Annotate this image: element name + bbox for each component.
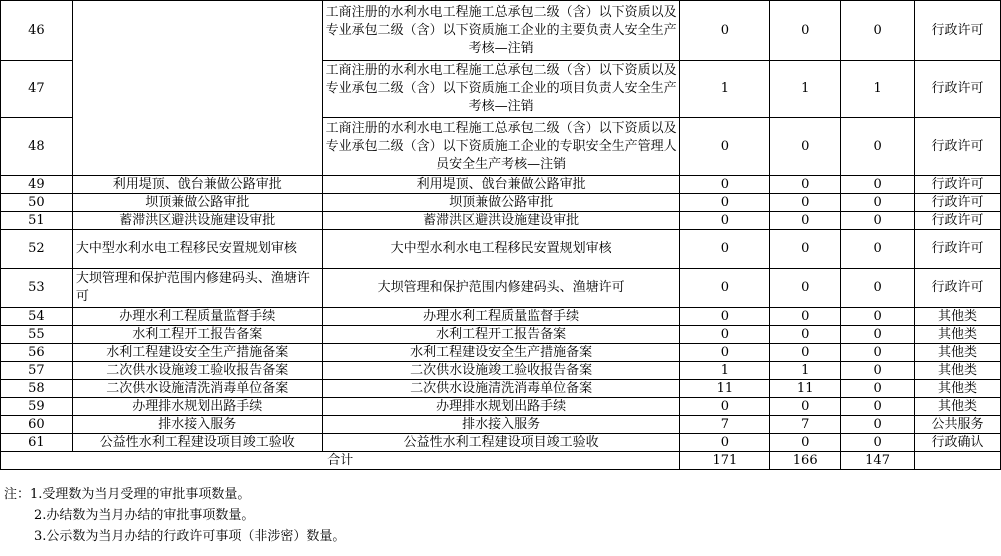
total-completed: 166 — [770, 452, 841, 470]
category: 行政确认 — [915, 434, 1001, 452]
accepted-count: 0 — [680, 434, 770, 452]
category: 行政许可 — [915, 176, 1001, 194]
completed-count: 0 — [770, 176, 841, 194]
published-count: 0 — [841, 176, 915, 194]
accepted-count: 0 — [680, 176, 770, 194]
published-count: 0 — [841, 1, 915, 61]
accepted-count: 0 — [680, 344, 770, 362]
category: 其他类 — [915, 362, 1001, 380]
total-category-empty — [915, 452, 1001, 470]
accepted-count: 0 — [680, 230, 770, 269]
table-row — [1, 269, 1001, 308]
item-name: 二次供水设施竣工验收报告备案 — [72, 362, 322, 380]
completed-count: 0 — [770, 230, 841, 269]
accepted-count: 7 — [680, 416, 770, 434]
row-number: 46 — [1, 1, 73, 61]
item-name: 公益性水利工程建设项目竣工验收 — [72, 434, 322, 452]
notes — [4, 484, 345, 547]
accepted-count: 1 — [680, 362, 770, 380]
sub-item: 水利工程开工报告备案 — [322, 326, 680, 344]
completed-count: 0 — [770, 1, 841, 61]
category: 行政许可 — [915, 118, 1001, 176]
category: 其他类 — [915, 380, 1001, 398]
published-count: 0 — [841, 398, 915, 416]
published-count: 0 — [841, 308, 915, 326]
completed-count: 0 — [770, 118, 841, 176]
category: 行政许可 — [915, 61, 1001, 118]
table-row — [1, 398, 1001, 416]
row-number: 57 — [1, 362, 73, 380]
sub-item: 坝顶兼做公路审批 — [322, 194, 680, 212]
row-number: 53 — [1, 269, 73, 308]
published-count: 0 — [841, 118, 915, 176]
item-name: 蓄滞洪区避洪设施建设审批 — [72, 212, 322, 230]
accepted-count: 0 — [680, 212, 770, 230]
published-count: 0 — [841, 362, 915, 380]
sub-item: 大坝管理和保护范围内修建码头、渔塘许可 — [322, 269, 680, 308]
table-row — [1, 380, 1001, 398]
sub-item: 水利工程建设安全生产措施备案 — [322, 344, 680, 362]
note-3: 3.公示数为当月办结的行政许可事项（非涉密）数量。 — [34, 529, 346, 544]
sub-item: 公益性水利工程建设项目竣工验收 — [322, 434, 680, 452]
published-count: 0 — [841, 230, 915, 269]
table-row — [1, 434, 1001, 452]
item-name-merged — [72, 1, 322, 176]
accepted-count: 0 — [680, 269, 770, 308]
published-count: 0 — [841, 212, 915, 230]
accepted-count: 1 — [680, 61, 770, 118]
published-count: 0 — [841, 269, 915, 308]
category: 其他类 — [915, 308, 1001, 326]
total-accepted: 171 — [680, 452, 770, 470]
table-row — [1, 1, 1001, 61]
completed-count: 1 — [770, 61, 841, 118]
category: 公共服务 — [915, 416, 1001, 434]
category: 其他类 — [915, 398, 1001, 416]
published-count: 0 — [841, 434, 915, 452]
table-row — [1, 194, 1001, 212]
sub-item: 工商注册的水利水电工程施工总承包二级（含）以下资质以及专业承包二级（含）以下资质施工企业的项目负责人安全生产考核—注销 — [322, 61, 680, 118]
table-row — [1, 344, 1001, 362]
table-row — [1, 230, 1001, 269]
accepted-count: 0 — [680, 326, 770, 344]
row-number: 51 — [1, 212, 73, 230]
note-1: 注：1.受理数为当月受理的审批事项数量。 — [4, 487, 251, 502]
accepted-count: 11 — [680, 380, 770, 398]
row-number: 59 — [1, 398, 73, 416]
row-number: 50 — [1, 194, 73, 212]
row-number: 54 — [1, 308, 73, 326]
sub-item: 二次供水设施竣工验收报告备案 — [322, 362, 680, 380]
item-name: 排水接入服务 — [72, 416, 322, 434]
item-name: 大坝管理和保护范围内修建码头、渔塘许可 — [72, 269, 322, 308]
sub-item: 排水接入服务 — [322, 416, 680, 434]
row-number: 48 — [1, 118, 73, 176]
category: 行政许可 — [915, 269, 1001, 308]
table-row — [1, 362, 1001, 380]
category: 其他类 — [915, 344, 1001, 362]
completed-count: 0 — [770, 308, 841, 326]
item-name: 水利工程建设安全生产措施备案 — [72, 344, 322, 362]
row-number: 49 — [1, 176, 73, 194]
row-number: 55 — [1, 326, 73, 344]
table-row — [1, 212, 1001, 230]
item-name: 水利工程开工报告备案 — [72, 326, 322, 344]
accepted-count: 0 — [680, 118, 770, 176]
published-count: 1 — [841, 61, 915, 118]
completed-count: 7 — [770, 416, 841, 434]
table-row — [1, 326, 1001, 344]
table-row — [1, 416, 1001, 434]
item-name: 坝顶兼做公路审批 — [72, 194, 322, 212]
published-count: 0 — [841, 326, 915, 344]
published-count: 0 — [841, 344, 915, 362]
completed-count: 0 — [770, 344, 841, 362]
published-count: 0 — [841, 416, 915, 434]
accepted-count: 0 — [680, 308, 770, 326]
completed-count: 0 — [770, 434, 841, 452]
category: 行政许可 — [915, 212, 1001, 230]
table-row — [1, 176, 1001, 194]
item-name: 办理水利工程质量监督手续 — [72, 308, 322, 326]
row-number: 58 — [1, 380, 73, 398]
sub-item: 二次供水设施清洗消毒单位备案 — [322, 380, 680, 398]
accepted-count: 0 — [680, 194, 770, 212]
row-number: 47 — [1, 61, 73, 118]
published-count: 0 — [841, 194, 915, 212]
category: 行政许可 — [915, 1, 1001, 61]
category: 行政许可 — [915, 194, 1001, 212]
total-published: 147 — [841, 452, 915, 470]
note-2: 2.办结数为当月办结的审批事项数量。 — [34, 508, 255, 523]
sub-item: 工商注册的水利水电工程施工总承包二级（含）以下资质以及专业承包二级（含）以下资质施工企业的主要负责人安全生产考核—注销 — [322, 1, 680, 61]
completed-count: 0 — [770, 398, 841, 416]
completed-count: 0 — [770, 326, 841, 344]
row-number: 56 — [1, 344, 73, 362]
sub-item: 工商注册的水利水电工程施工总承包二级（含）以下资质以及专业承包二级（含）以下资质施工企业的专职安全生产管理人员安全生产考核—注销 — [322, 118, 680, 176]
total-label: 合计 — [1, 452, 680, 470]
completed-count: 11 — [770, 380, 841, 398]
sub-item: 大中型水利水电工程移民安置规划审核 — [322, 230, 680, 269]
sub-item: 办理排水规划出路手续 — [322, 398, 680, 416]
accepted-count: 0 — [680, 398, 770, 416]
completed-count: 0 — [770, 194, 841, 212]
item-name: 办理排水规划出路手续 — [72, 398, 322, 416]
published-count: 0 — [841, 380, 915, 398]
sub-item: 蓄滞洪区避洪设施建设审批 — [322, 212, 680, 230]
row-number: 61 — [1, 434, 73, 452]
category: 行政许可 — [915, 230, 1001, 269]
row-number: 60 — [1, 416, 73, 434]
sub-item: 利用堤顶、戗台兼做公路审批 — [322, 176, 680, 194]
completed-count: 0 — [770, 269, 841, 308]
table-row — [1, 308, 1001, 326]
item-name: 大中型水利水电工程移民安置规划审核 — [72, 230, 322, 269]
row-number: 52 — [1, 230, 73, 269]
accepted-count: 0 — [680, 1, 770, 61]
item-name: 二次供水设施清洗消毒单位备案 — [72, 380, 322, 398]
total-row — [1, 452, 1001, 470]
item-name: 利用堤顶、戗台兼做公路审批 — [72, 176, 322, 194]
completed-count: 0 — [770, 212, 841, 230]
completed-count: 1 — [770, 362, 841, 380]
category: 其他类 — [915, 326, 1001, 344]
sub-item: 办理水利工程质量监督手续 — [322, 308, 680, 326]
